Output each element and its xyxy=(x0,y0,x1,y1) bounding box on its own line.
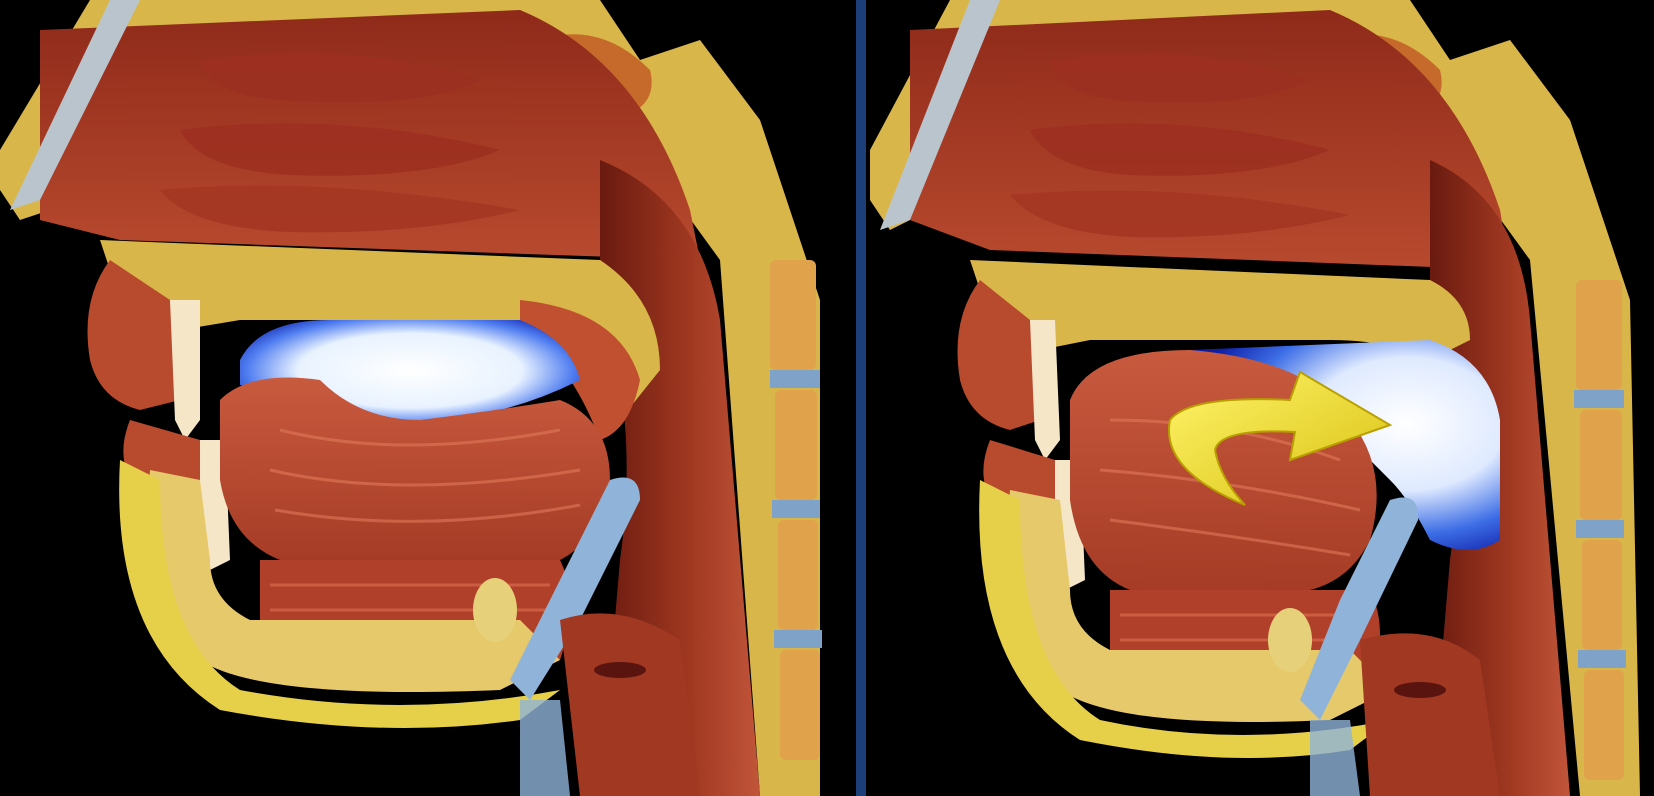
cervical-vertebra xyxy=(778,520,818,630)
cervical-vertebra xyxy=(780,650,820,760)
vocal-fold xyxy=(1394,682,1446,698)
larynx xyxy=(560,613,700,796)
hyoid-bone xyxy=(1268,608,1312,672)
cervical-vertebra xyxy=(1584,670,1624,780)
intervertebral-disc xyxy=(1576,520,1624,538)
upper-incisor xyxy=(170,300,200,440)
cervical-vertebra xyxy=(775,390,817,500)
intervertebral-disc xyxy=(772,500,820,518)
right-panel-pharyngeal-phase xyxy=(870,0,1654,796)
panel-divider xyxy=(852,0,870,796)
hyoid-bone xyxy=(473,578,517,642)
intervertebral-disc xyxy=(1574,390,1624,408)
vocal-fold xyxy=(594,662,646,678)
trachea xyxy=(520,700,570,796)
right-sagittal-head-diagram xyxy=(870,0,1654,796)
cervical-vertebra xyxy=(1580,410,1622,520)
cervical-vertebra xyxy=(770,260,816,370)
upper-incisor xyxy=(1030,320,1060,460)
intervertebral-disc xyxy=(770,370,820,388)
intervertebral-disc xyxy=(1578,650,1626,668)
cervical-vertebra xyxy=(1576,280,1622,390)
intervertebral-disc xyxy=(774,630,822,648)
cervical-vertebra xyxy=(1582,540,1622,650)
